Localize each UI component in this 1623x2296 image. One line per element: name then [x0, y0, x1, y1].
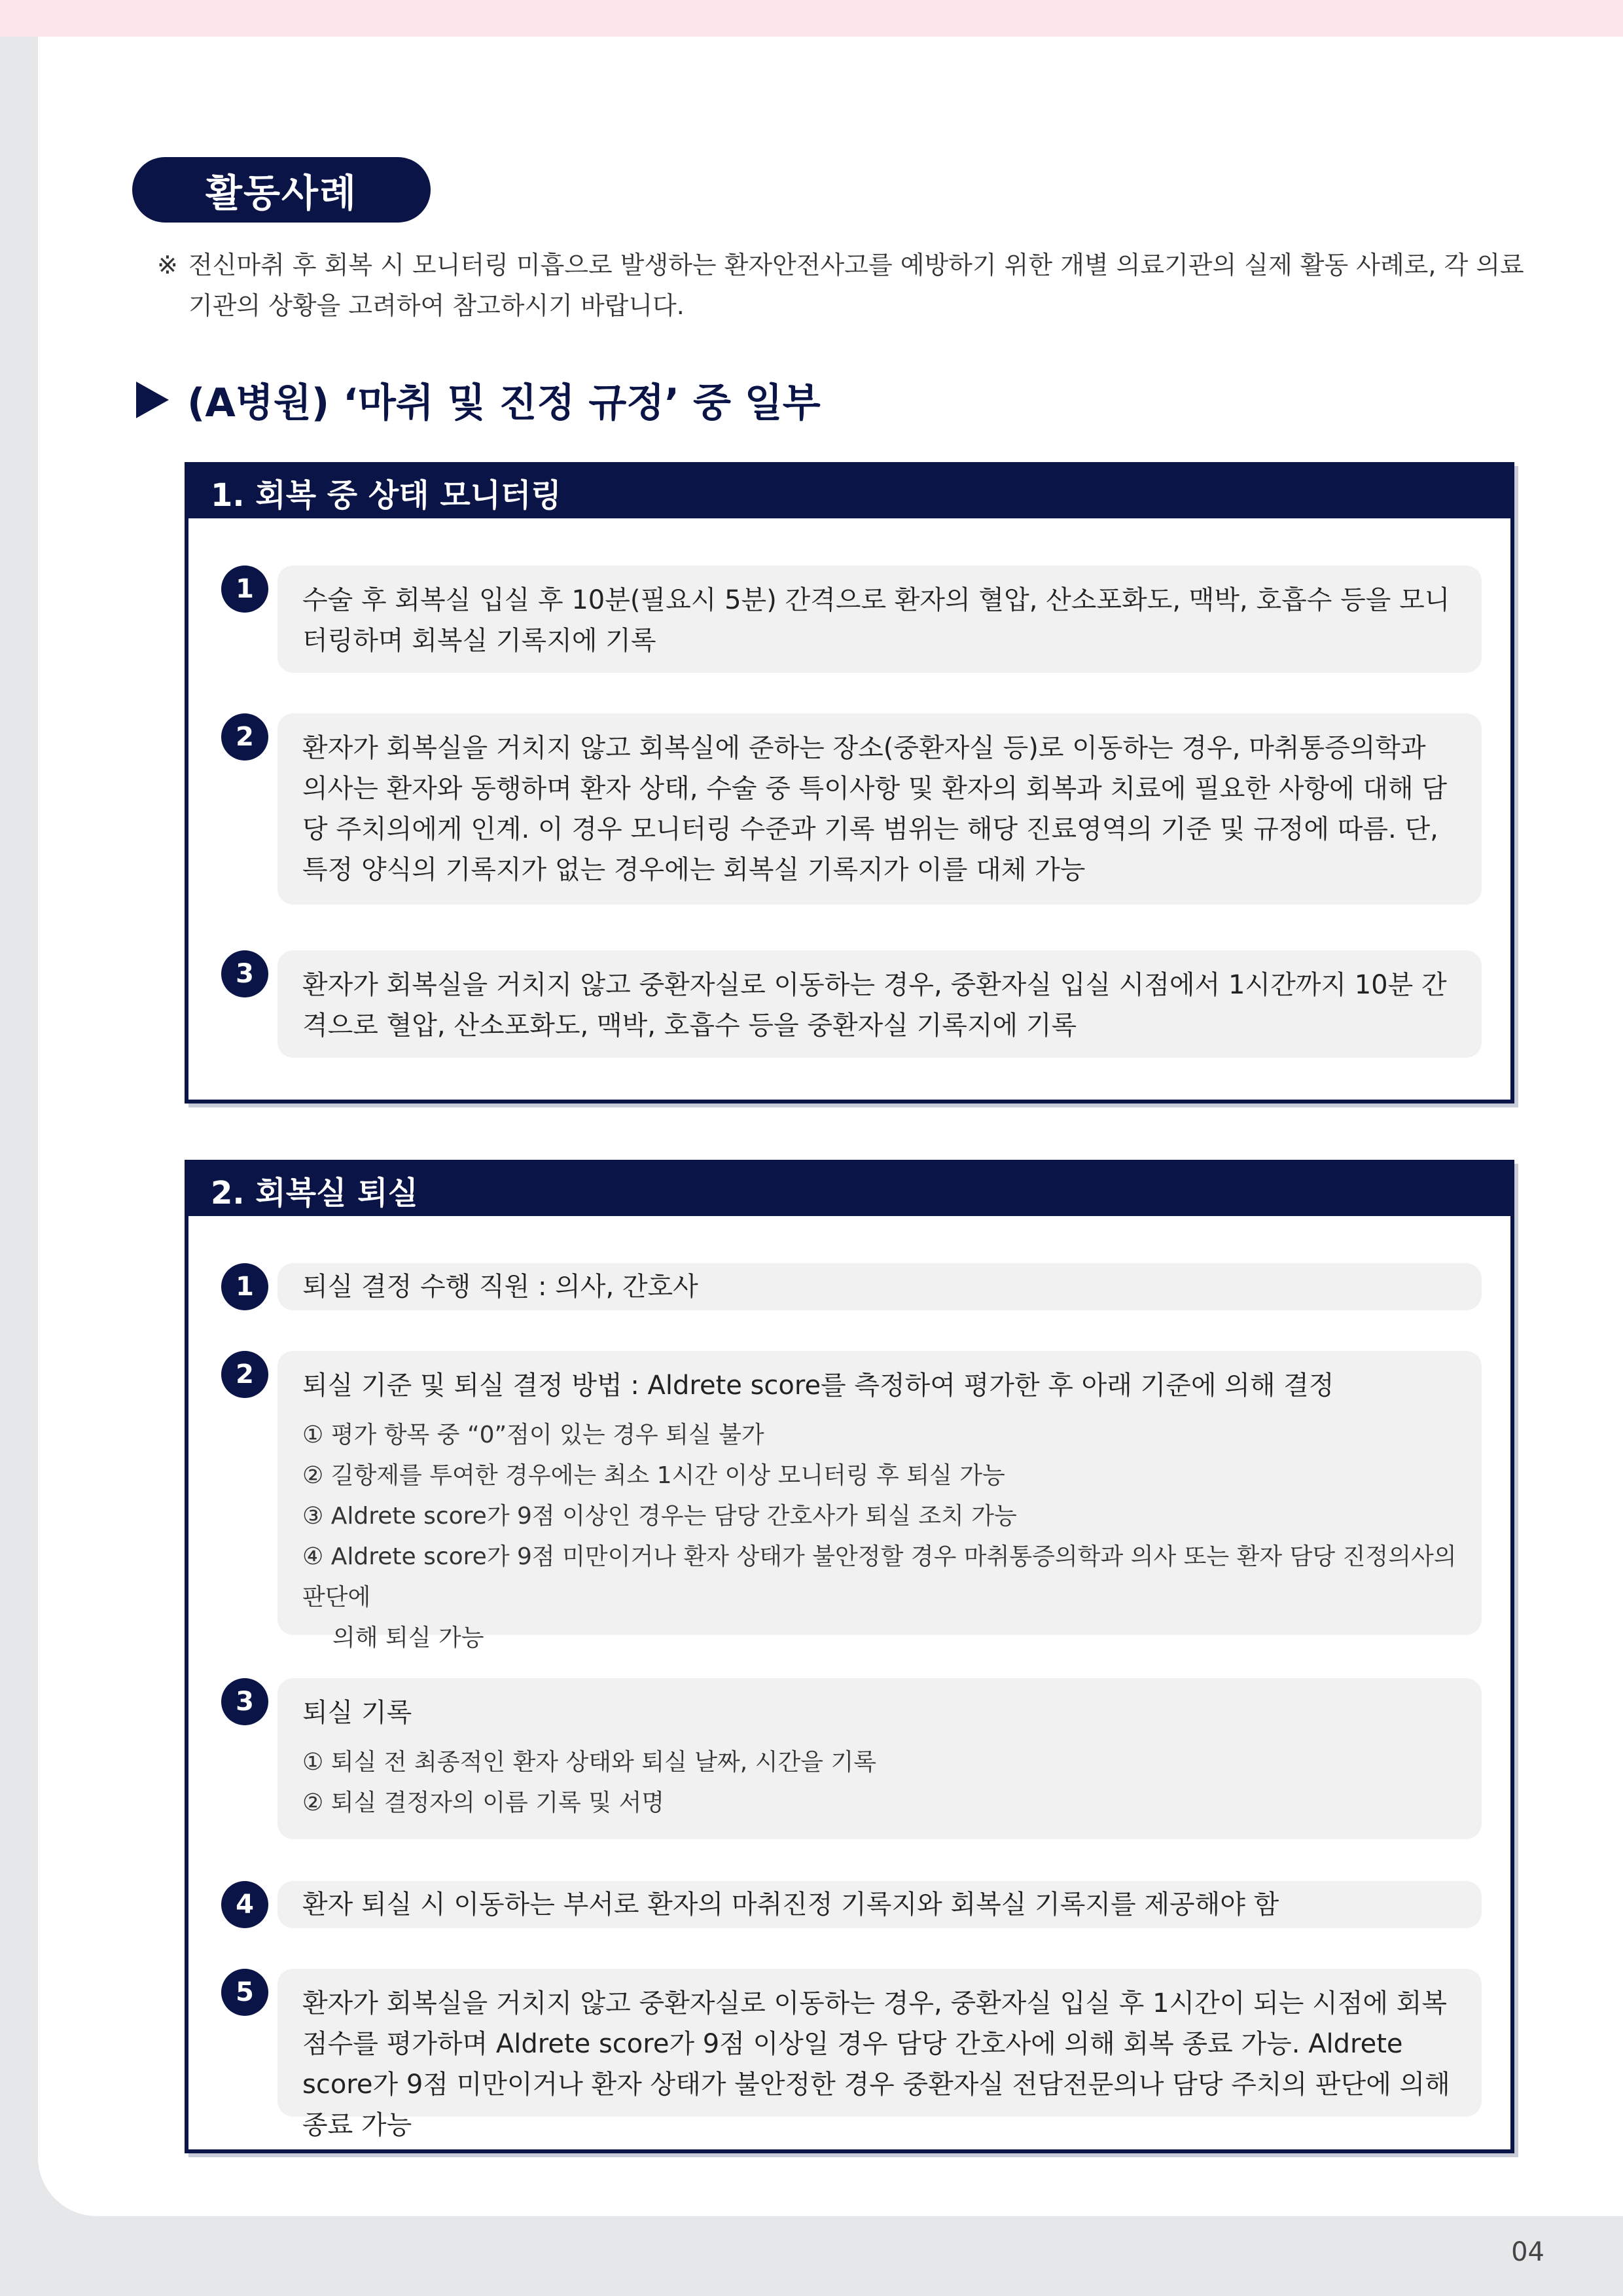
- item-card: 환자 퇴실 시 이동하는 부서로 환자의 마취진정 기록지와 회복실 기록지를 제공해야 함: [277, 1881, 1482, 1928]
- item-card: 환자가 회복실을 거치지 않고 중환자실로 이동하는 경우, 중환자실 입실 후 1시간이 되는 시점에 회복점수를 평가하며 Aldrete score가 9점 이상일 경우 담당 간호사에 의해 회복 종료 가능. Aldrete score가 9점 미만이거나 환자 상태가 불안정한 경우 중환자실 전담전문의나 담당 주치의 판단에 의해 종료 가능: [277, 1969, 1482, 2117]
- sub-text: Aldrete score가 9점 미만이거나 환자 상태가 불안정할 경우 마취통증의학과 의사 또는 환자 담당 진정의사의 판단에: [302, 1543, 1457, 1611]
- discharge-box-title: 2. 회복실 퇴실: [188, 1164, 1510, 1216]
- sub-mark: ②: [302, 1789, 324, 1816]
- discharge-box: [185, 1160, 1514, 2153]
- note-body: 전신마취 후 회복 시 모니터링 미흡으로 발생하는 환자안전사고를 예방하기 위한 개별 의료기관의 실제 활동 사례로, 각 의료기관의 상황을 고려하여 참고하시기 바랍니다.: [188, 251, 1524, 320]
- monitoring-box: [185, 462, 1514, 1103]
- sub-item: [302, 1415, 1458, 1456]
- section-pill: 활동사례: [132, 157, 431, 223]
- sub-item: [302, 1783, 1458, 1823]
- sub-text: 평가 항목 중 “0”점이 있는 경우 퇴실 불가: [330, 1422, 764, 1448]
- note-mark: ※: [157, 251, 178, 279]
- page-number: 04: [1511, 2237, 1544, 2267]
- top-color-band: [0, 0, 1623, 37]
- sub-text: 퇴실 결정자의 이름 기록 및 서명: [330, 1789, 665, 1816]
- number-badge: 4: [221, 1881, 268, 1928]
- sub-mark: ③: [302, 1503, 324, 1530]
- sub-item: [302, 1537, 1458, 1659]
- item-card: 퇴실 결정 수행 직원 : 의사, 간호사: [277, 1263, 1482, 1310]
- sub-mark: ①: [302, 1749, 324, 1776]
- number-badge: 2: [221, 713, 268, 761]
- number-badge: 3: [221, 1678, 268, 1725]
- number-badge: 1: [221, 1263, 268, 1310]
- item-card: 수술 후 회복실 입실 후 10분(필요시 5분) 간격으로 환자의 혈압, 산소포화도, 맥박, 호흡수 등을 모니터링하며 회복실 기록지에 기록: [277, 565, 1482, 673]
- monitoring-box-title: 1. 회복 중 상태 모니터링: [188, 466, 1510, 518]
- section-heading: [136, 372, 821, 428]
- notice-text: [157, 245, 1531, 326]
- heading-text: (A병원) ‘마취 및 진정 규정’ 중 일부: [187, 380, 821, 426]
- item-card: 환자가 회복실을 거치지 않고 중환자실로 이동하는 경우, 중환자실 입실 시점에서 1시간까지 10분 간격으로 혈압, 산소포화도, 맥박, 호흡수 등을 중환자실 기록지에 기록: [277, 950, 1482, 1058]
- number-badge: 3: [221, 950, 268, 997]
- sub-item: [302, 1742, 1458, 1783]
- number-badge: 5: [221, 1969, 268, 2016]
- item-card: [277, 1351, 1482, 1651]
- sub-text: Aldrete score가 9점 이상인 경우는 담당 간호사가 퇴실 조치 가능: [330, 1503, 1017, 1530]
- item-lead-text: 퇴실 기준 및 퇴실 결정 방법 : Aldrete score를 측정하여 평가한 후 아래 기준에 의해 결정: [302, 1371, 1334, 1401]
- number-badge: 2: [221, 1351, 268, 1398]
- item-card: 환자가 회복실을 거치지 않고 회복실에 준하는 장소(중환자실 등)로 이동하는 경우, 마취통증의학과 의사는 환자와 동행하며 환자 상태, 수술 중 특이사항 및 환자의 회복과 치료에 필요한 사항에 대해 담당 주치의에게 인계. 이 경우 모니터링 수준과 기록 범위는 해당 진료영역의 기준 및 규정에 따름. 단, 특정 양식의 기록지가 없는 경우에는 회복실 기록지가 이를 대체 가능: [277, 713, 1482, 905]
- sub-text: 퇴실 전 최종적인 환자 상태와 퇴실 날짜, 시간을 기록: [330, 1749, 877, 1776]
- sub-text: 길항제를 투여한 경우에는 최소 1시간 이상 모니터링 후 퇴실 가능: [330, 1462, 1005, 1489]
- triangle-bullet-icon: [136, 382, 169, 418]
- sub-text-continued: 의해 퇴실 가능: [332, 1624, 484, 1651]
- sub-item: [302, 1496, 1458, 1537]
- item-card: [277, 1678, 1482, 1839]
- sub-item: [302, 1456, 1458, 1496]
- number-badge: 1: [221, 565, 268, 613]
- sub-mark: ②: [302, 1462, 324, 1489]
- sub-mark: ④: [302, 1543, 324, 1570]
- item-lead-text: 퇴실 기록: [302, 1698, 412, 1728]
- sub-mark: ①: [302, 1422, 324, 1448]
